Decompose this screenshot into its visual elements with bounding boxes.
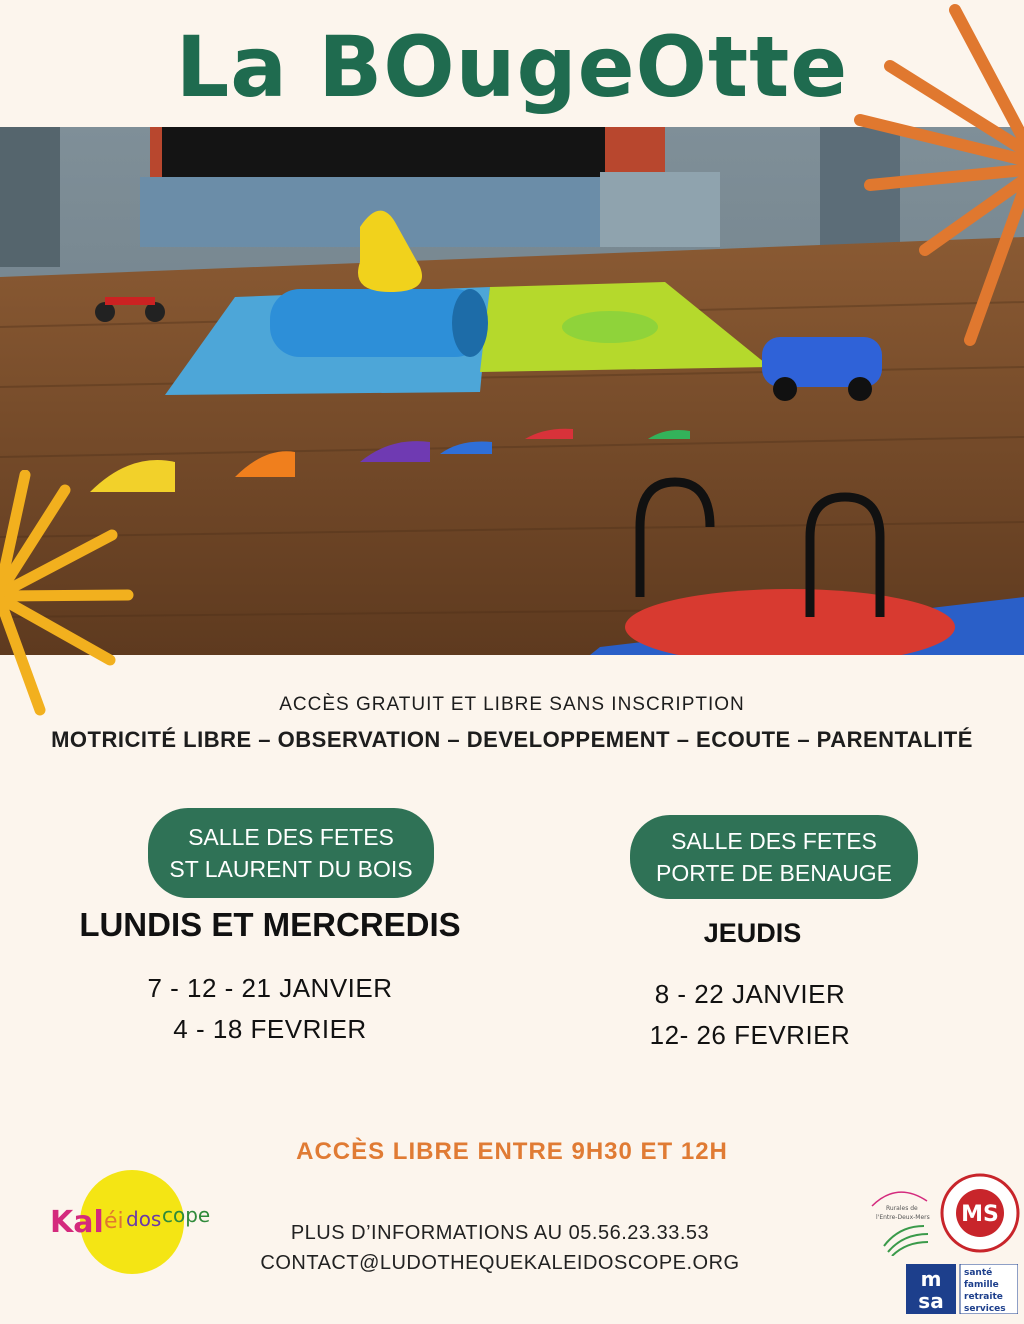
mecenes-solidaires-logo — [940, 1173, 1020, 1253]
rurales-logo — [864, 1176, 936, 1256]
svg-text:l'Entre-Deux-Mers: l'Entre-Deux-Mers — [876, 1214, 930, 1221]
orange-sunburst-decoration — [840, 0, 1024, 350]
dates-february: 12- 26 FEVRIER — [649, 1020, 851, 1050]
dates-january: 7 - 12 - 21 JANVIER — [147, 973, 393, 1003]
info-phone: PLUS D’INFORMATIONS AU 05.56.23.33.53 — [290, 1222, 710, 1244]
venue-line1: SALLE DES FETES — [671, 828, 877, 854]
svg-text:Rurales de: Rurales de — [886, 1205, 918, 1212]
yellow-sunburst-decoration — [0, 470, 140, 720]
svg-text:services: services — [964, 1304, 1006, 1314]
venue-line2: PORTE DE BENAUGE — [655, 860, 893, 886]
svg-text:Kal: Kal — [50, 1205, 104, 1240]
svg-text:dos: dos — [126, 1207, 162, 1231]
kaleidoscope-logo — [48, 1170, 228, 1275]
access-tagline: ACCÈS GRATUIT ET LIBRE SANS INSCRIPTION — [279, 694, 745, 715]
svg-text:santé: santé — [964, 1268, 993, 1278]
days-heading-porte-de-benauge: JEUDIS — [703, 918, 802, 948]
svg-text:éi: éi — [104, 1209, 124, 1234]
svg-text:sa: sa — [918, 1289, 944, 1313]
svg-text:m: m — [920, 1267, 942, 1291]
opening-hours: ACCÈS LIBRE ENTRE 9H30 ET 12H — [296, 1138, 728, 1165]
svg-text:retraite: retraite — [964, 1292, 1003, 1302]
venue-line1: SALLE DES FETES — [188, 824, 394, 850]
dates-st-laurent — [0, 968, 540, 1050]
svg-text:cope: cope — [162, 1203, 211, 1227]
svg-text:MS: MS — [961, 1202, 999, 1227]
dates-february: 4 - 18 FEVRIER — [173, 1014, 367, 1044]
svg-text:famille: famille — [964, 1280, 999, 1290]
venue-line2: ST LAURENT DU BOIS — [169, 856, 413, 882]
poster-title: La BOugeOtte — [175, 18, 849, 116]
msa-logo — [906, 1264, 1018, 1314]
venue-badge-st-laurent — [148, 808, 434, 898]
themes-tagline: MOTRICITÉ LIBRE – OBSERVATION – DEVELOPPEMENT – ECOUTE – PARENTALITÉ — [51, 727, 973, 752]
venue-badge-porte-de-benauge — [630, 815, 918, 899]
dates-january: 8 - 22 JANVIER — [654, 979, 846, 1009]
dates-porte-de-benauge — [600, 974, 900, 1056]
days-heading-st-laurent: LUNDIS ET MERCREDIS — [79, 906, 461, 943]
info-email[interactable]: CONTACT@LUDOTHEQUEKALEIDOSCOPE.ORG — [260, 1252, 740, 1274]
